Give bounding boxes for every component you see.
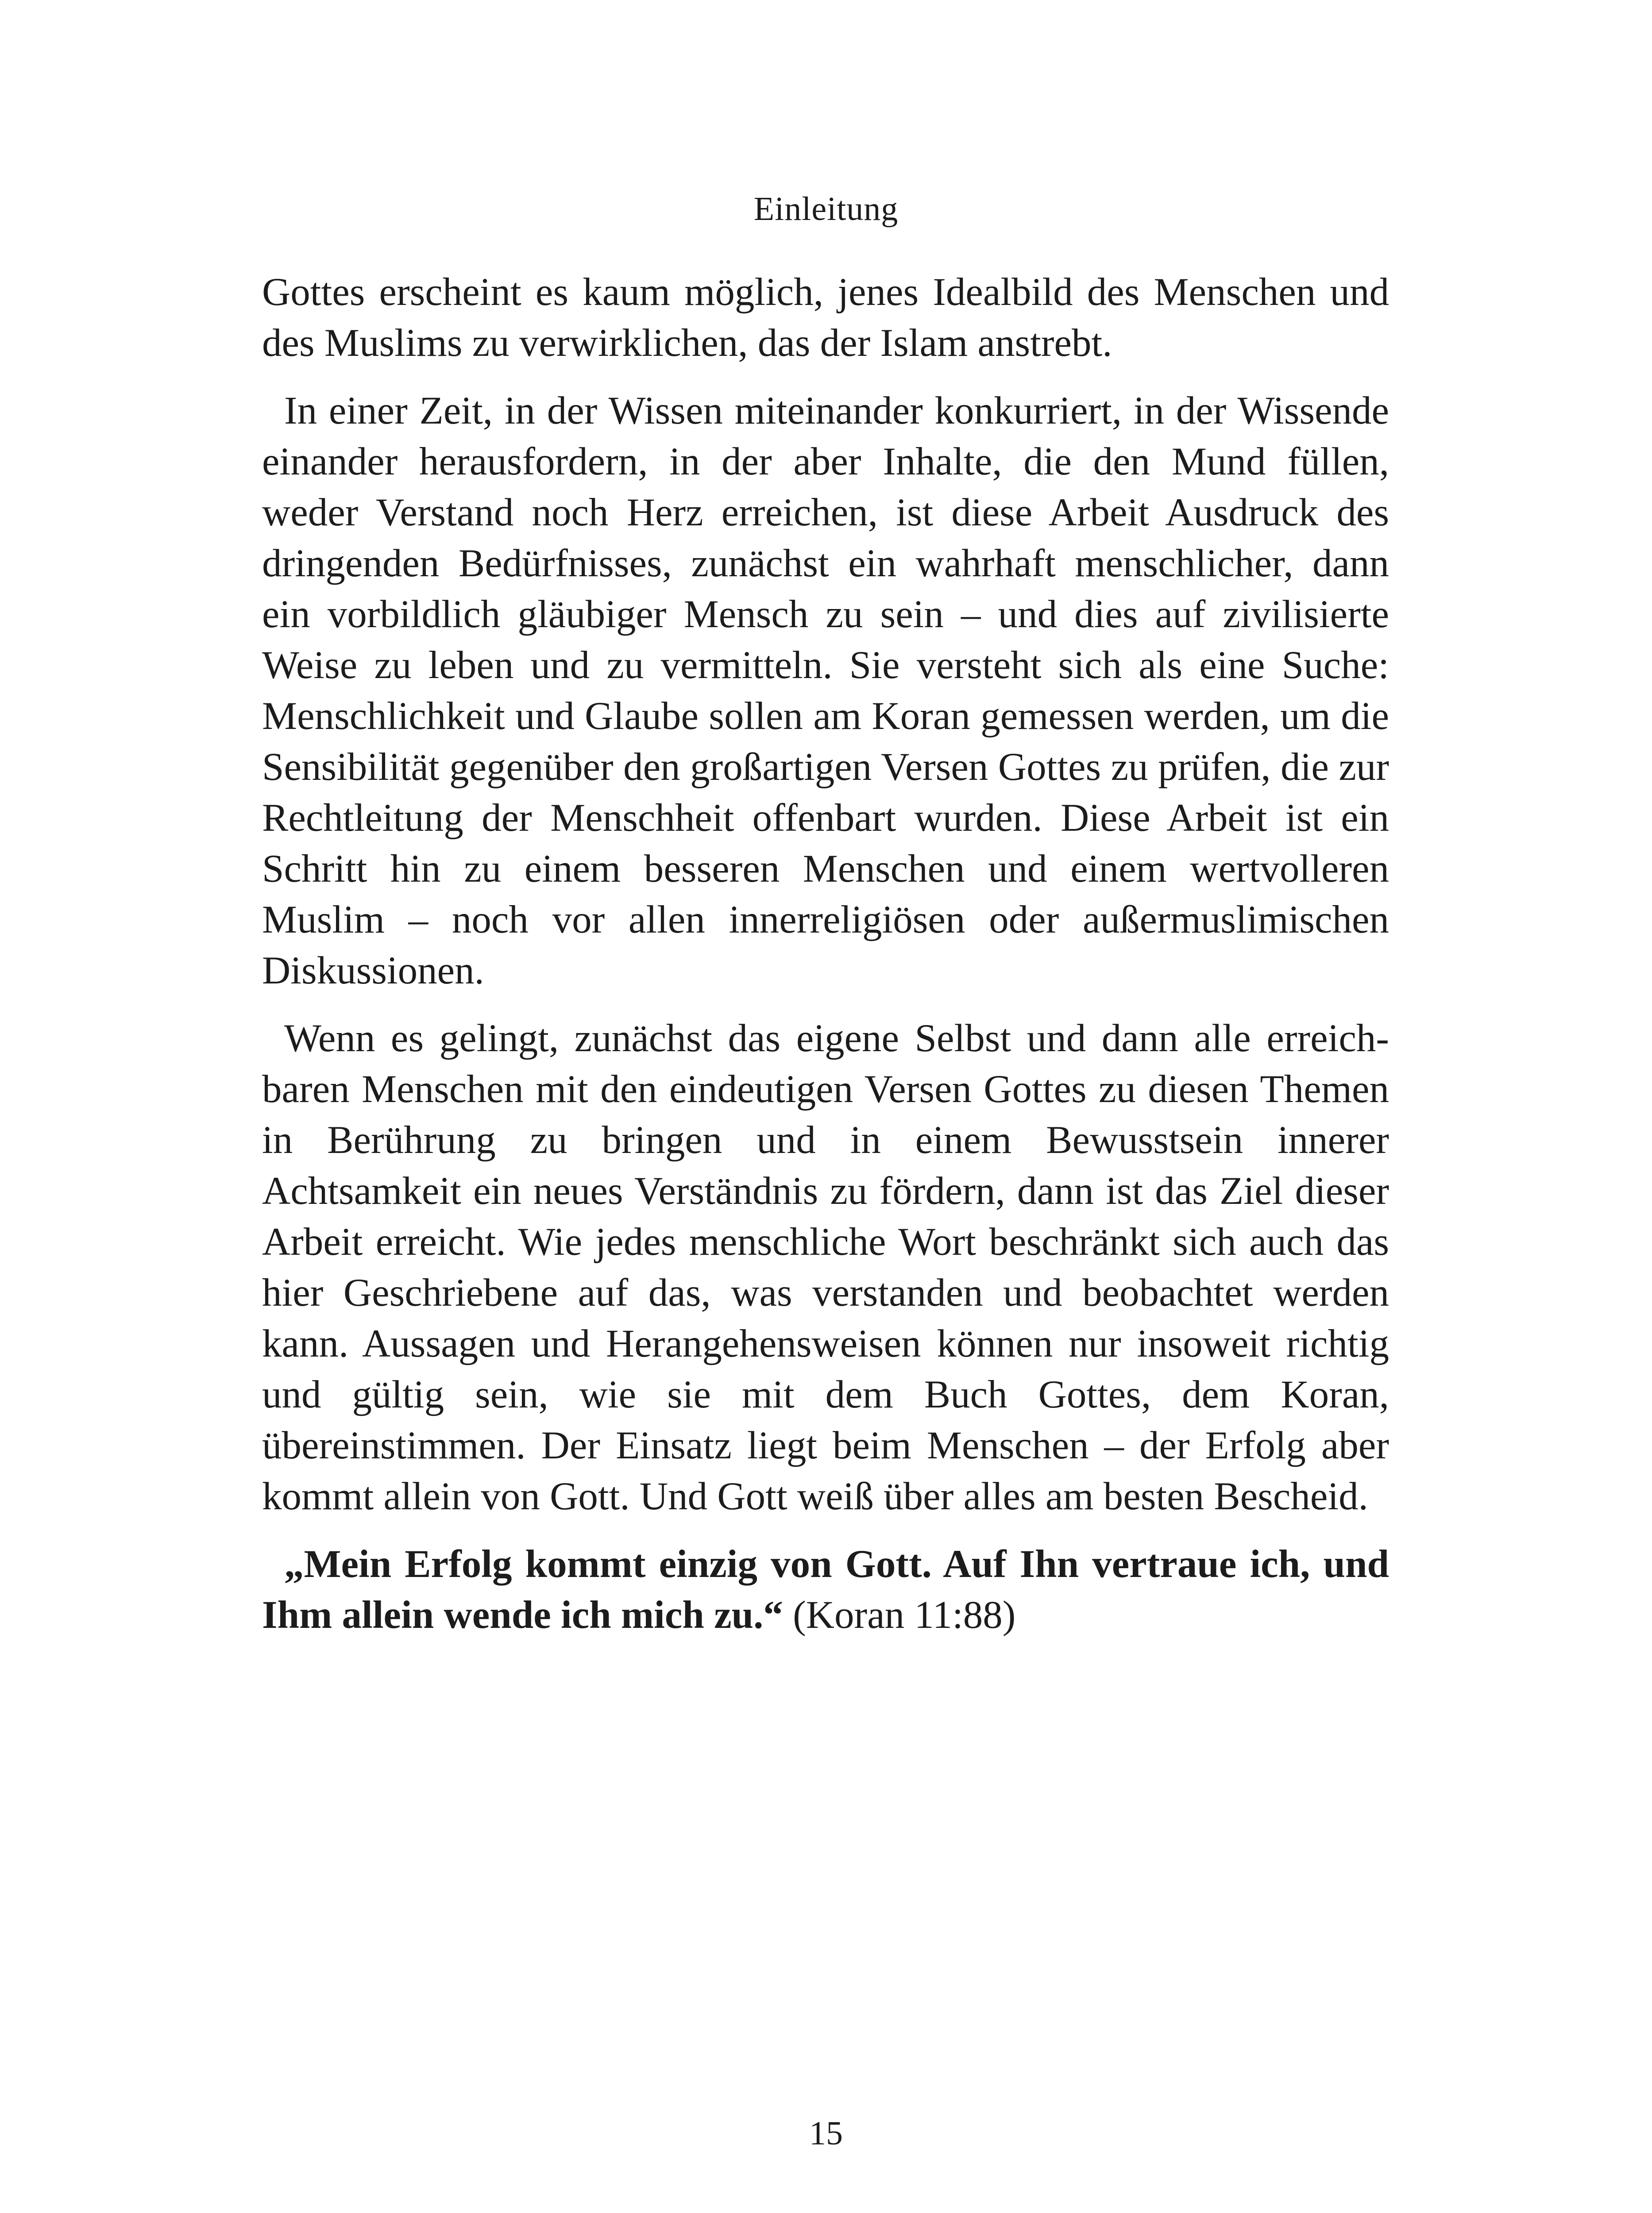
paragraph: Wenn es gelingt, zunächst das eigene Selbst und dann alle erreichbaren Menschen mit den eindeutigen Versen Gottes zu diesen Themen in Berührung zu bringen und in einem Bewusstsein innerer Achtsamkeit ein neues Verständnis zu fördern, dann ist das Ziel dieser Arbeit erreicht. Wie jedes menschliche Wort beschränkt sich auch das hier Geschriebene auf das, was verstanden und beobachtet werden kann. Aussagen und Herangehensweisen können nur insoweit richtig und gültig sein, wie sie mit dem Buch Gottes, dem Koran, übereinstimmen. Der Einsatz liegt beim Menschen – der Erfolg aber kommt allein von Gott. Und Gott weiß über alles am besten Bescheid. xyxy=(262,1017,1389,1518)
running-head: Einleitung xyxy=(753,190,899,227)
paragraph-continued: Gottes erscheint es kaum möglich, jenes Idealbild des Menschen und des Muslims zu verwirklichen, das der Islam anstrebt. xyxy=(262,270,1389,365)
quran-quote xyxy=(262,1539,1389,1641)
body-text xyxy=(262,267,1389,1641)
quote-citation: (Koran 11:88) xyxy=(783,1593,1016,1637)
paragraph: In einer Zeit, in der Wissen miteinander konkurriert, in der Wissende einander herausfordern, in der aber Inhalte, die den Mund füllen, weder Verstand noch Herz erreichen, ist diese Arbeit Ausdruck des dringenden Bedürfnisses, zunächst ein wahrhaft menschlicher, dann ein vorbildlich gläubiger Mensch zu sein – und dies auf zivilisierte Weise zu leben und zu vermitteln. Sie versteht sich als eine Suche: Menschlichkeit und Glaube sollen am Koran gemessen werden, um die Sensibilität gegenüber den großartigen Versen Gottes zu prüfen, die zur Rechtleitung der Menschheit offenbart wurden. Diese Arbeit ist ein Schritt hin zu einem besseren Menschen und einem wertvolleren Muslim – noch vor allen innerreligiösen oder außermuslimischen Diskussionen. xyxy=(262,389,1389,992)
quote-text: „Mein Erfolg kommt einzig von Gott. Auf Ihn vertraue ich, und Ihm allein wende ich mich zu.“ xyxy=(262,1542,1389,1637)
page-number: 15 xyxy=(809,2115,843,2152)
